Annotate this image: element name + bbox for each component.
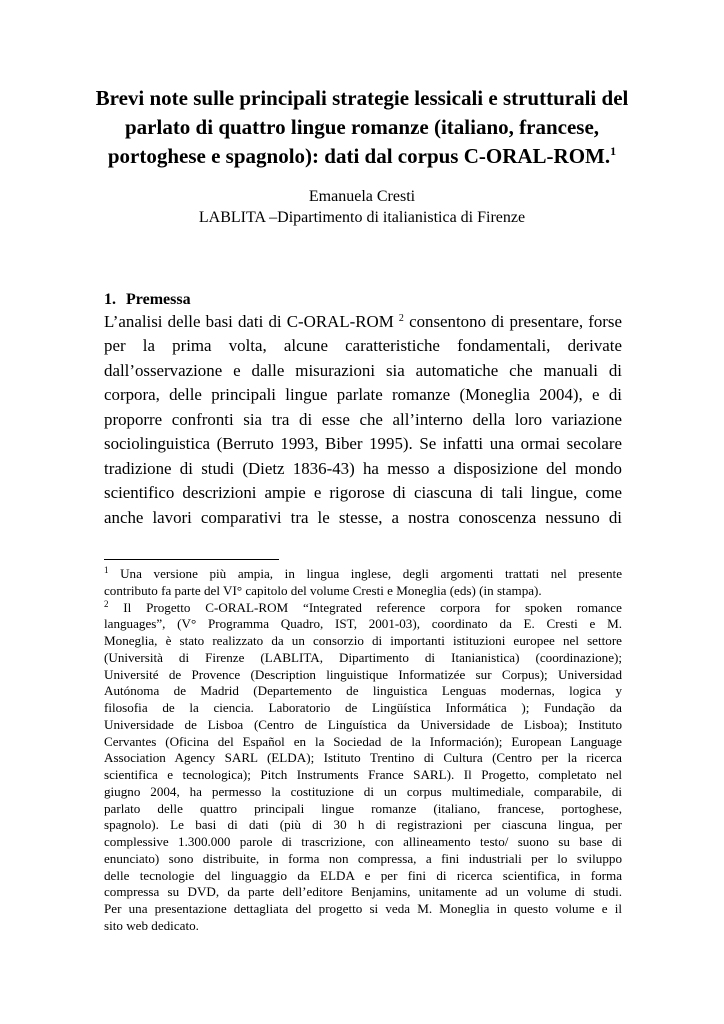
footnote-mark: 2 (104, 598, 109, 609)
author-block (95, 186, 629, 228)
body-line: dall’osservazione e dalle misurazioni sia automatiche che manuali di (104, 360, 622, 380)
footnote-line: filosofia de la ciencia. Laboratorio de Lingüística Informática ); Fundação da (104, 700, 622, 715)
footnote-line: Per una presentazione dettagliata del progetto si veda M. Moneglia in questo volume e il (104, 901, 622, 916)
section-title: Premessa (126, 291, 191, 308)
footnote-line: enunciato) sono distribuite, in forma non compressa, a fini industriali per lo sviluppo (104, 850, 622, 866)
footnote-line: languages”, (V° Programma Quadro, IST, 2001-03), coordinato da E. Cresti e M. (104, 616, 622, 632)
footnote-line: Université de Provence (Description linguistique Informatizée sur Corpus); Universidad (104, 666, 622, 682)
footnote-ref-2[interactable]: 2 (398, 313, 404, 324)
footnote-line: Association Agency SARL (ELDA); Istituto Trentino di Cultura (Centro per la ricerca (104, 750, 622, 766)
footnote-line: Moneglia, è stato realizzato da un consorzio di importanti istituzioni europee nel settore (104, 633, 622, 648)
body-line: anche lavori comparativi tra le stesse, a nostra conoscenza nessuno di (104, 507, 622, 527)
body-line: corpora, delle principali lingue parlate romanze (Moneglia 2004), e di (104, 385, 622, 405)
body-line (104, 310, 622, 334)
footnote-line: sito web dedicato. (104, 917, 199, 933)
footnote-line: delle tecnologie del linguaggio da ELDA e per fini di ricerca scientifica, in forma (104, 867, 622, 883)
title-line: parlato di quattro lingue romanze (italiano, francese, (124, 115, 600, 139)
footnote-line: Universidade de Lisboa (Centro de Linguística da Universidade de Lisboa); Instituto (104, 716, 622, 732)
footnote-mark: 1 (104, 565, 109, 575)
body-line: per la prima volta, alcune caratteristiche fondamentali, derivate (104, 336, 622, 356)
footnote-line: contributo fa parte del VI° capitolo del volume Cresti e Moneglia (eds) (in stampa). (104, 582, 542, 598)
footnote-line: (Università di Firenze (LABLITA, Dipartimento di Itanianistica) (coordinazione); (104, 649, 622, 665)
footnote-line-text: Una versione più ampia, in lingua inglese, degli argomenti trattati nel presente (108, 566, 622, 581)
footnote-line: giugno 2004, ha permesso la costituzione di un corpus multimediale, comparabile, di (104, 783, 622, 799)
footnote-line (104, 566, 622, 583)
paper-title (95, 84, 629, 171)
footnote-line: compressa su DVD, da parte dell’editore Benjamins, unitamente ad un volume di studi. (104, 884, 622, 900)
footnote-line-text: Il Progetto C-ORAL-ROM “Integrated reference corpora for spoken romance (108, 599, 622, 615)
footnote-1 (104, 566, 622, 600)
footnote-line: parlato delle quattro principali lingue romanze (italiano, francese, portoghese, (104, 800, 622, 816)
footnote-line: Cervantes (Oficina del Español en la Sociedad de la Información); European Language (104, 733, 622, 749)
footnote-2 (104, 600, 622, 935)
title-line (95, 142, 629, 171)
section-number: 1. (104, 291, 116, 308)
footnote-line (104, 600, 622, 617)
author-name: Emanuela Cresti (308, 188, 416, 205)
body-line-text: L’analisi delle basi dati di C-ORAL-ROM (104, 312, 399, 331)
body-line-text: consentono di presentare, forse (403, 312, 623, 331)
title-line-text: portoghese e spagnolo): dati dal corpus C-ORAL-ROM. (107, 144, 611, 168)
body-line: tradizione di studi (Dietz 1836-43) ha messo a disposizione del mondo (104, 458, 622, 478)
footnote-line: scientifica e tecnologica); Pitch Instruments France SARL). Il Progetto, completato nel (104, 767, 622, 782)
footnotes (104, 566, 622, 935)
title-footnote-mark[interactable]: 1 (610, 144, 617, 158)
body-line: scientifico descrizioni ampie e rigorose di ciascuna di tali lingue, come (104, 483, 622, 503)
section-heading (104, 290, 191, 310)
footnote-separator (104, 559, 279, 560)
body-line: sociolinguistica (Berruto 1993, Biber 1995). Se infatti una ormai secolare (104, 434, 622, 454)
footnote-line: spagnolo). Le basi di dati (più di 30 h di registrazioni per ciascuna lingua, per (104, 817, 622, 833)
author-affiliation: LABLITA –Dipartimento di italianistica di Firenze (198, 209, 526, 226)
footnote-line: complessive 1.300.000 parole di trascrizione, con allineamento testo/ suono su base di (104, 834, 622, 849)
title-line: Brevi note sulle principali strategie lessicali e strutturali del (95, 86, 629, 110)
body-paragraph (104, 310, 622, 530)
footnote-line: Autónoma de Madrid (Departemento de linguistica Lenguas modernas, logica y (104, 683, 622, 699)
body-line: proporre confronti sia tra di esse che all’interno della loro variazione (104, 409, 622, 429)
